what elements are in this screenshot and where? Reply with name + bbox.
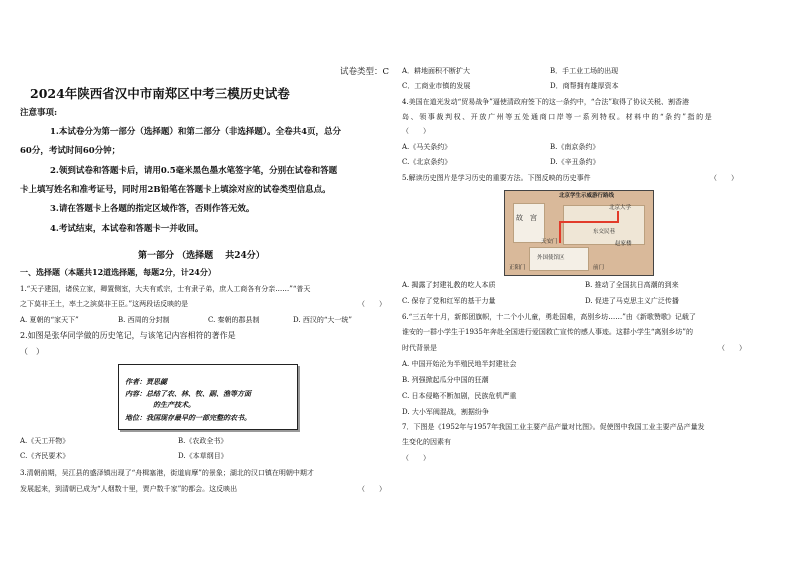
note-line-3: 2.领到试卷和答题卡后，请用0.5毫米黑色墨水笔签字笔，分别在试卷和答题 [50, 166, 338, 176]
map-route-segment [559, 221, 561, 243]
map-label-peking-univ: 北京大学 [609, 205, 632, 211]
q1-stem-line2: 之下莫非王土，率土之滨莫非王臣。”这两段话反映的是 [20, 300, 189, 308]
part1-instruction: 一、选择题（本题共12道选择题，每题2分，计24分） [20, 267, 216, 277]
q2-note-author: 作者：贾思勰 [125, 377, 167, 386]
paper-type: 试卷类型：C [340, 67, 390, 77]
q2-note-content-l1: 内容：总结了农、林、牧、副、渔等方面 [125, 389, 251, 398]
q4-option-b[interactable]: B.《南京条约》 [550, 143, 600, 151]
map-label-palace: 故 宫 [516, 214, 537, 222]
note-line-1: 1.本试卷分为第一部分（选择题）和第二部分（非选择题）。全卷共4页，总分 [50, 127, 342, 137]
q1-paren: （ ） [358, 300, 386, 308]
notes-heading: 注意事项: [20, 108, 58, 118]
map-palace-block [513, 203, 545, 243]
q3-option-c[interactable]: C．工商业市镇的发展 [402, 82, 471, 90]
q1-stem-line1: 1.“天子建国，诸侯立家，卿置侧室，大夫有贰宗，士有隶子弟，庶人工商各有分亲……”“普天 [20, 285, 311, 293]
q1-option-d[interactable]: D. 西汉的“大一统” [293, 316, 352, 324]
note-line-2: 60分，考试时间60分钟； [20, 146, 121, 156]
q5-paren: （ ） [710, 174, 738, 182]
q5-stem: 5.解读历史图片是学习历史的重要方法。下图反映的历史事件 [402, 174, 591, 182]
q3-option-b[interactable]: B．手工业工场的出现 [550, 67, 619, 75]
q3-stem-line2: 发展起来，到清朝已成为“人烟数十里，贾户数千家”的都会。这反映出 [20, 485, 238, 493]
q2-option-a[interactable]: A.《天工开物》 [20, 437, 70, 445]
q6-option-b[interactable]: B. 列强掀起瓜分中国的狂潮 [402, 376, 489, 384]
q5-map-image [504, 190, 654, 276]
map-route-segment [559, 221, 619, 223]
q5-option-a[interactable]: A. 揭露了封建礼教的吃人本质 [402, 281, 496, 289]
map-route-segment [617, 211, 619, 223]
q4-option-a[interactable]: A.《马关条约》 [402, 143, 452, 151]
q2-note-status: 地位：我国现存最早的一部完整的农书。 [125, 413, 251, 422]
part1-title: 第一部分 （选择题 共24分） [138, 251, 265, 261]
page-title: 2024年陕西省汉中市南郑区中考三模历史试卷 [30, 86, 290, 101]
q1-option-a[interactable]: A. 夏朝的“家天下” [20, 316, 79, 324]
q4-paren: （ ） [402, 127, 430, 135]
q2-option-b[interactable]: B.《农政全书》 [178, 437, 228, 445]
map-label-legation: 外国使馆区 [537, 255, 565, 261]
q6-stem-line1: 6.“三五年十月，新郎团旗帜，十二个小儿童，勇赴国难，高别乡坊……”由《新歌赞歌》记载了 [402, 313, 696, 321]
q2-option-d[interactable]: D.《本草纲目》 [178, 452, 228, 460]
note-line-5: 3.请在答题卡上各题的指定区域作答，否则作答无效。 [50, 204, 255, 214]
q6-option-a[interactable]: A. 中国开始沦为半殖民地半封建社会 [402, 360, 517, 368]
map-title: 北京学生示威游行路线 [559, 193, 615, 199]
q2-note-content-l2: 的生产技术。 [153, 400, 195, 409]
q5-option-c[interactable]: C. 保存了党和红军的基干力量 [402, 297, 496, 305]
map-label-tiananmen: 天安门 [541, 239, 558, 245]
map-city-block [563, 205, 645, 245]
map-label-qianmen: 前门 [593, 265, 605, 271]
note-line-4: 卡上填写姓名和准考证号，同时用2B铅笔在答题卡上填涂对应的试卷类型信息点。 [20, 185, 331, 195]
q4-option-c[interactable]: C.《北京条约》 [402, 158, 452, 166]
q4-option-d[interactable]: D.《辛丑条约》 [550, 158, 600, 166]
q6-option-c[interactable]: C. 日本侵略不断加剧，民族危机严重 [402, 392, 517, 400]
q4-stem-line2: 岛、领事裁判权、开放广州等五处通商口岸等一系列特权。材料中的“条约”指的是 [402, 113, 714, 121]
q5-option-b[interactable]: B. 推动了全国抗日高潮的到来 [585, 281, 679, 289]
q5-option-d[interactable]: D. 促进了马克思主义广泛传播 [585, 297, 679, 305]
q6-paren: （ ） [718, 344, 746, 352]
q4-stem-line1: 4.美国在道光发动“贸易战争”逼使清政府签下的这一条约中，“合法”取得了协议关税、割香港 [402, 98, 689, 106]
q7-stem-line2: 生变化的因素有 [402, 438, 451, 446]
q6-stem-line3: 时代背景是 [402, 344, 437, 352]
q3-paren: （ ） [358, 485, 386, 493]
q6-stem-line2: 谁安的一群小学生于1935年奔赴全国进行爱国救亡宣传的感人事迹。这群小学生“离别乡坊”的 [402, 328, 693, 336]
q1-option-b[interactable]: B. 西周的分封制 [118, 316, 170, 324]
note-line-6: 4.考试结束，本试卷和答题卡一并收回。 [50, 224, 204, 234]
q2-stem: 2.如图是张华同学做的历史笔记，与该笔记内容相符的著作是 [20, 331, 236, 340]
map-label-dongjiaominxiang: 东交民巷 [593, 229, 616, 235]
q2-note-card [118, 364, 298, 430]
map-label-zhaojialou: 赵家楼 [615, 241, 632, 247]
q7-stem-line1: 7．下图是《1952年与1957年我国工业主要产品产量对比图》。促使图中我国工业主要产品产量发 [402, 423, 705, 431]
q3-option-d[interactable]: D．商帮拥有雄厚资本 [550, 82, 619, 90]
q7-paren: （ ） [402, 454, 430, 462]
q2-paren: （ ） [20, 347, 44, 356]
q3-stem-line1: 3.清朝前期，吴江县的盛泽镇出现了“舟楫塞港，街道肩摩”的景象；湖北的汉口镇在明朝中期才 [20, 469, 314, 477]
q2-option-c[interactable]: C.《齐民要术》 [20, 452, 70, 460]
map-label-zhengyangmen: 正阳门 [509, 265, 526, 271]
q3-option-a[interactable]: A．耕地面积不断扩大 [402, 67, 471, 75]
q6-option-d[interactable]: D. 大小军阀混战，割据纷争 [402, 408, 489, 416]
q1-option-c[interactable]: C. 秦朝的郡县制 [208, 316, 260, 324]
